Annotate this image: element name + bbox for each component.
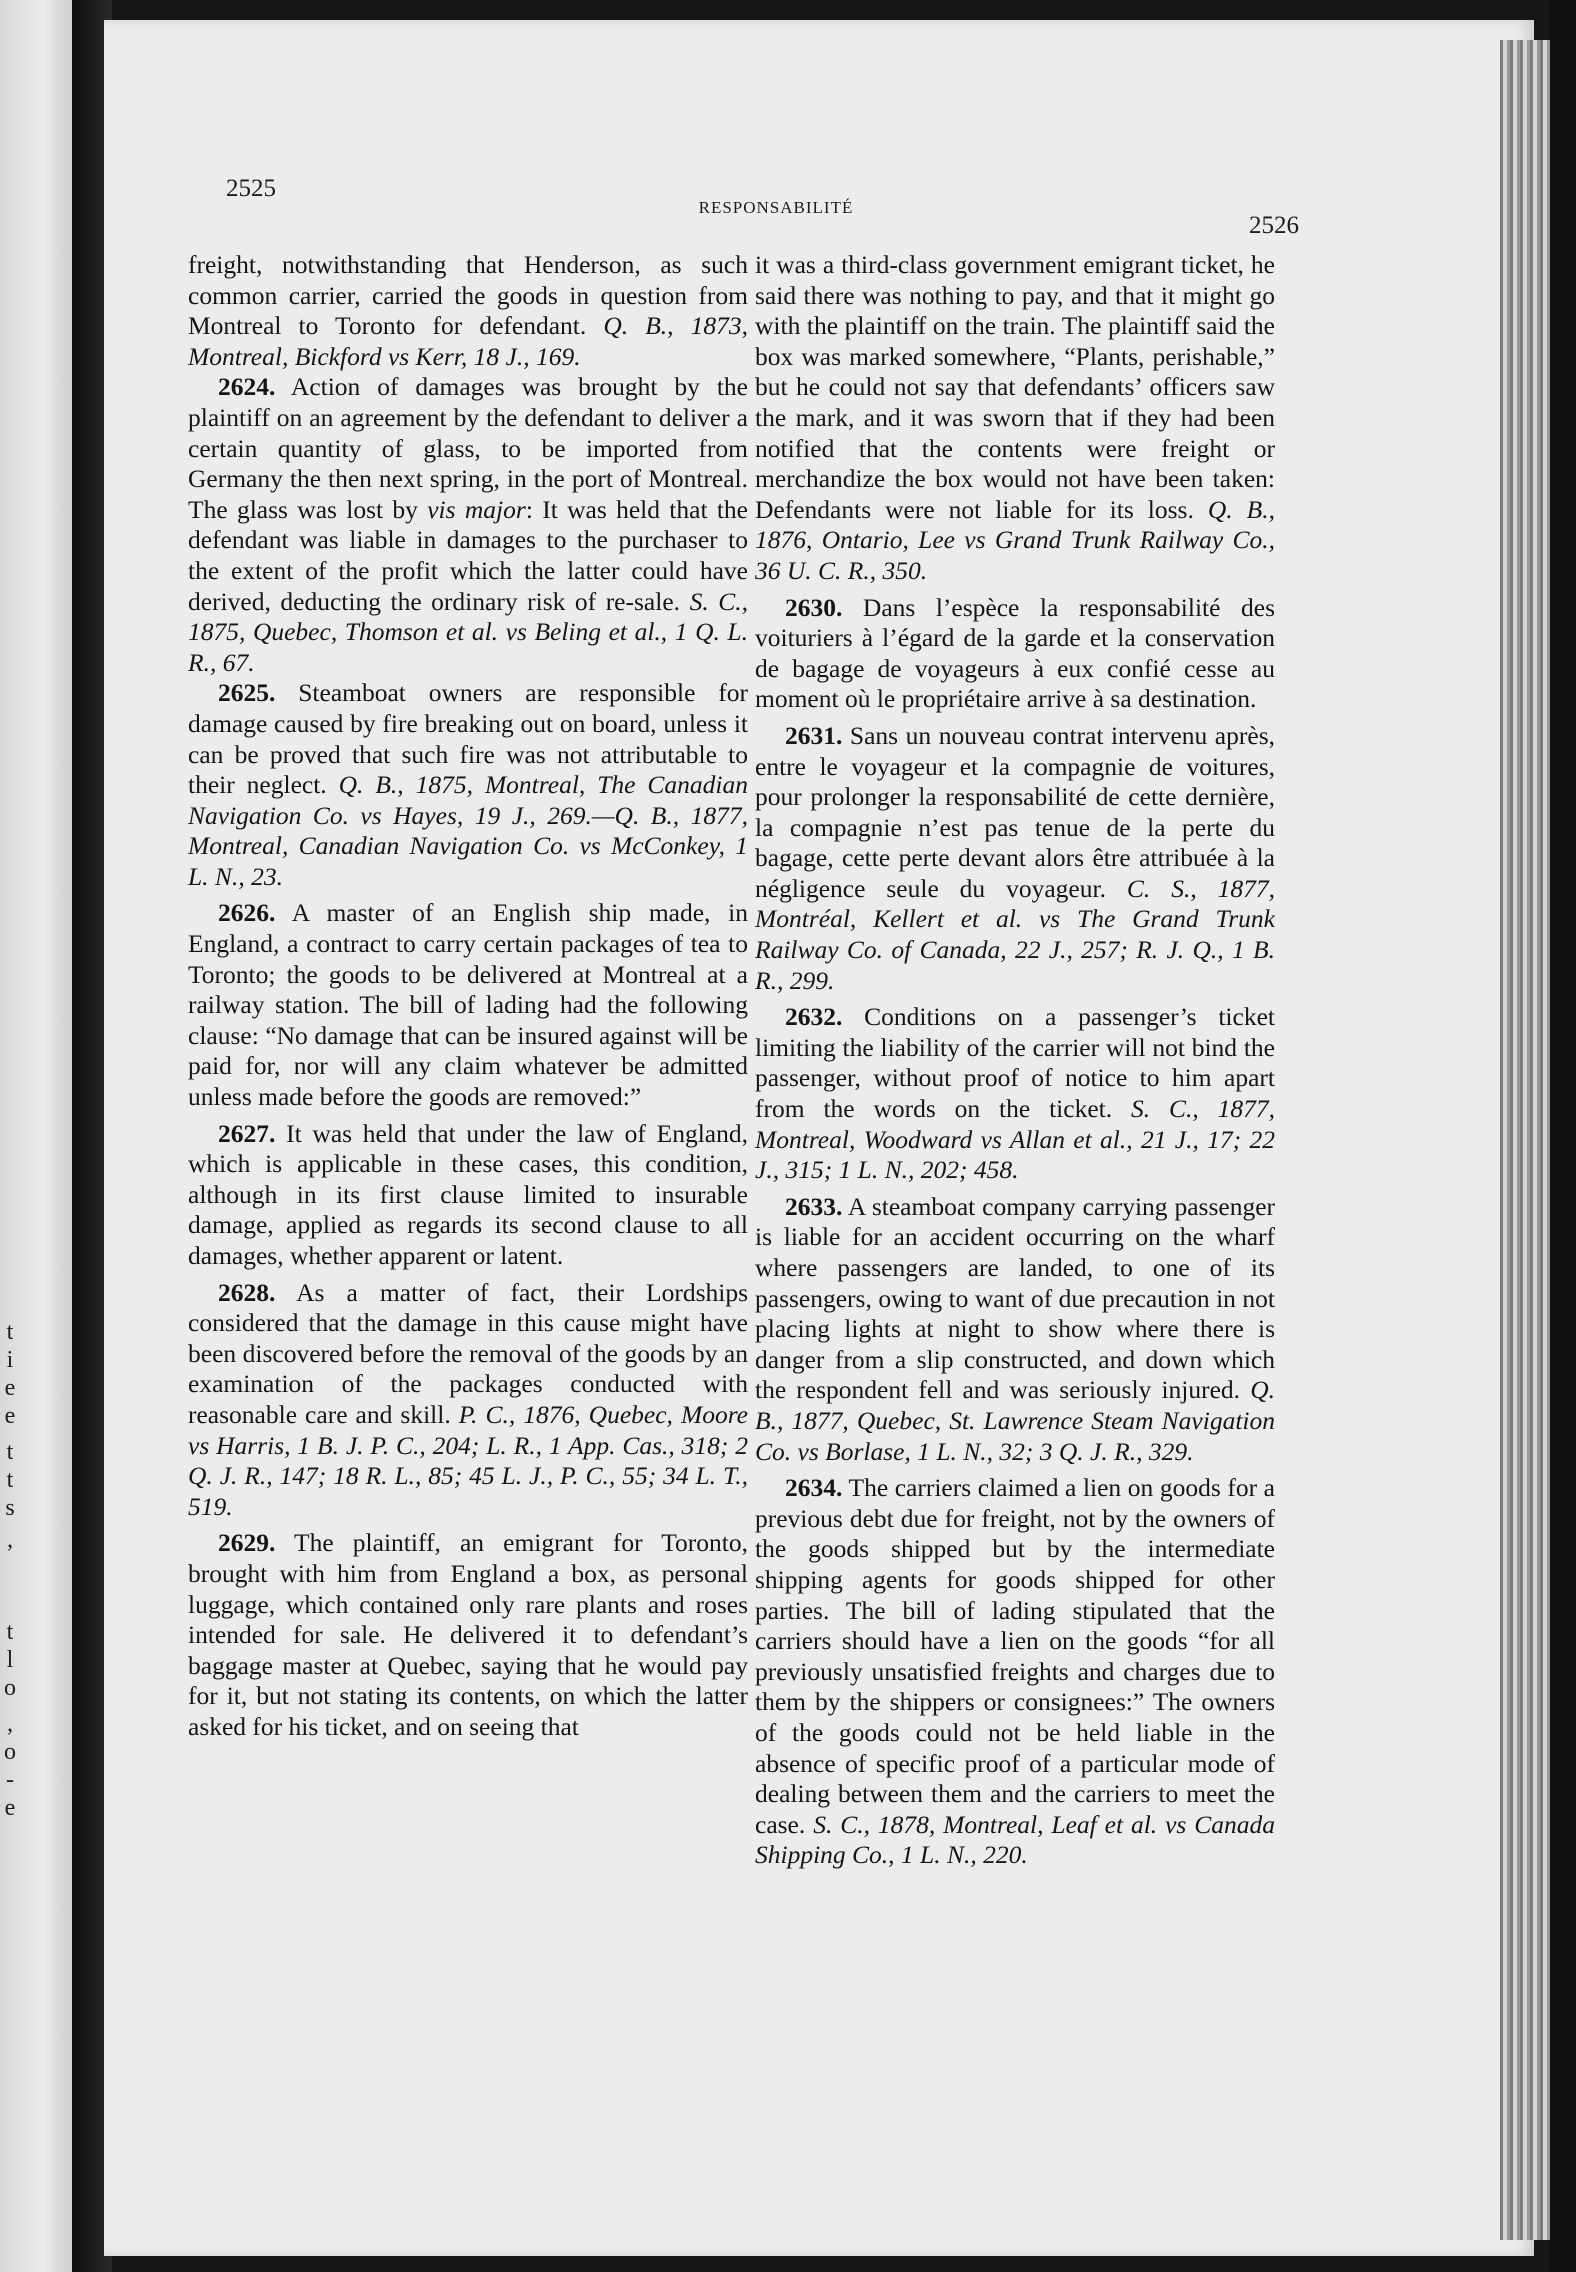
left-page-edge-letter: t <box>6 1319 14 1345</box>
entry-text: Dans l’espèce la responsabilité des voituriers à l’égard de la garde et la conservation de bagage de voyageurs à eux confié cesse au moment où le propriétaire arrive à sa destination. <box>755 592 1275 714</box>
entry-2625 <box>188 678 748 892</box>
entry-2633 <box>755 1192 1275 1467</box>
entry-2627 <box>188 1119 748 1272</box>
left-page-edge-letter: o <box>4 1739 16 1765</box>
scan-background-right <box>1550 0 1576 2272</box>
left-page-edge-letter: o <box>4 1675 16 1701</box>
citation: Q. B., 1875, Montreal, The Canadian Navigation Co. vs Hayes, 19 J., 269.—Q. B., 1877, Montreal, Canadian Navigation Co. vs McConkey, 1 L. N., 23. <box>188 770 749 891</box>
entry-number: 2627. <box>218 1118 276 1148</box>
running-title: RESPONSABILITÉ <box>698 198 854 217</box>
entry-italic-term: vis major <box>427 494 526 524</box>
entry-number: 2629. <box>218 1528 276 1558</box>
continuation-paragraph <box>188 250 748 372</box>
citation: Q. B., 1877, Quebec, St. Lawrence Steam Navigation Co. vs Borlase, 1 L. N., 32; 3 Q. J. R., 329. <box>755 1375 1275 1466</box>
entry-2626 <box>188 898 748 1112</box>
entry-text: Steamboat owners are responsible for damage caused by fire breaking out on board, unless it can be proved that such fire was not attributable to their neglect. <box>188 678 749 800</box>
entry-2628 <box>188 1278 748 1523</box>
left-page-edge-letter: i <box>6 1347 14 1373</box>
left-page-edge-letter: t <box>6 1439 14 1465</box>
entry-2631 <box>755 721 1275 996</box>
left-page-edge <box>0 0 72 2272</box>
entry-number: 2625. <box>218 678 276 708</box>
entry-text: As a matter of fact, their Lordships considered that the damage in this cause might have been discovered before the removal of the goods by an examination of the packages conducted with reasonable care and skill. <box>188 1277 749 1429</box>
entry-text: It was held that under the law of England, which is applicable in these cases, this condition, although in its first clause limited to insurable damage, applied as regards its second clause to all damages, whether apparent or latent. <box>188 1118 748 1270</box>
entry-2632 <box>755 1002 1275 1186</box>
entry-number: 2630. <box>785 592 843 622</box>
entry-2630 <box>755 593 1275 715</box>
entry-2624 <box>188 372 748 678</box>
citation: S. C., 1877, Montreal, Woodward vs Allan et al., 21 J., 17; 22 J., 315; 1 L. N., 202; 458. <box>755 1094 1275 1185</box>
left-page-edge-letter: t <box>6 1467 14 1493</box>
entry-text-continued: : It was held that the defendant was liable in damages to the purchaser to the extent of the profit which the latter could have derived, deducting the ordinary risk of re-sale. <box>188 494 749 616</box>
left-page-edge-letters <box>0 0 72 2272</box>
entry-text: Action of damages was brought by the plaintiff on an agreement by the defendant to deliver a certain quantity of glass, to be imported from Germany the then next spring, in the port of Montreal. The glass was lost by <box>188 372 748 524</box>
entry-text: Conditions on a passenger’s ticket limiting the liability of the carrier will not bind the passenger, without proof of notice to him apart from the words on the ticket. <box>755 1002 1275 1124</box>
citation: Q. B., 1873, Montreal, Bickford vs Kerr, 18 J., 169. <box>188 311 749 371</box>
entry-number: 2633. <box>785 1191 843 1221</box>
left-page-edge-letter: - <box>6 1767 14 1793</box>
page-number-right: 2526 <box>1249 212 1299 239</box>
entry-2629 <box>188 1528 748 1742</box>
citation: S. C., 1875, Quebec, Thomson et al. vs Beling et al., 1 Q. L. R., 67. <box>188 586 748 677</box>
left-text-column <box>188 250 748 1749</box>
entry-number: 2624. <box>218 372 276 402</box>
left-page-edge-letter: , <box>7 1527 13 1553</box>
page-stack-edges <box>1500 40 1550 2240</box>
entry-text: The plaintiff, an emigrant for Toronto, brought with him from England a box, as personal luggage, which contained only rare plants and roses intended for sale. He delivered it to defendant’s baggage master at Quebec, saying that he would pay for it, but not stating its contents, on which the latter asked for his ticket, and on seeing that <box>188 1528 748 1741</box>
entry-number: 2631. <box>785 720 843 750</box>
continuation-paragraph <box>755 250 1275 587</box>
entry-number: 2628. <box>218 1277 276 1307</box>
entry-number: 2634. <box>785 1473 843 1503</box>
left-page-edge-letter: , <box>7 1711 13 1737</box>
entry-number: 2626. <box>218 898 276 928</box>
entry-text: A master of an English ship made, in England, a contract to carry certain packages of tea to Toronto; the goods to be delivered at Montreal at a railway station. The bill of lading had the following clause: “No damage that can be insured against will be paid for, nor will any claim whatever be admitted unless made before the goods are removed:” <box>188 898 748 1112</box>
citation: S. C., 1878, Montreal, Leaf et al. vs Canada Shipping Co., 1 L. N., 220. <box>755 1809 1276 1870</box>
left-page-edge-letter: s <box>5 1495 15 1521</box>
entry-text: The carriers claimed a lien on goods for a previous debt due for freight, not by the owners of the goods shipped but by the intermediate shipping agents for goods shipped for other parties. The bill of lading stipulated that the carriers should have a lien on the goods “for all previously unsatisfied freights and charges due to them by the shippers or consignees:” The owners of the goods could not be held liable in the absence of specific proof of a particular mode of dealing between them and the carriers to meet the case. <box>755 1473 1275 1839</box>
left-page-edge-letter: e <box>4 1795 16 1821</box>
page-number-left: 2525 <box>226 175 276 202</box>
paragraph-text: freight, notwithstanding that Henderson, as such common carrier, carried the goods in question from Montreal to Toronto for defendant. <box>188 250 748 341</box>
right-text-column <box>755 250 1275 1877</box>
entry-number: 2632. <box>785 1002 843 1032</box>
citation: P. C., 1876, Quebec, Moore vs Harris, 1 B. J. P. C., 204; L. R., 1 App. Cas., 318; 2 Q. J. R., 147; 18 R. L., 85; 45 L. J., P. C., 55; 34 L. T., 519. <box>188 1399 749 1521</box>
citation: C. S., 1877, Montréal, Kellert et al. vs The Grand Trunk Railway Co. of Canada, 22 J., 257; R. J. Q., 1 B. R., 299. <box>755 873 1276 995</box>
entry-text: A steamboat company carrying passenger is liable for an accident occurring on the wharf where passengers are landed, to one of its passengers, owing to want of due precaution in not placing lights at night to show where there is danger from a slip constructed, and down which the respondent fell and was seriously injured. <box>755 1191 1276 1405</box>
left-page-edge-letter: e <box>4 1375 16 1401</box>
left-page-edge-letter: l <box>6 1647 14 1673</box>
entry-text: Sans un nouveau contrat intervenu après, entre le voyageur et la compagnie de voitures, pour prolonger la responsabilité de cette dernière, la compagnie n’est pas tenue de la perte du bagage, cette perte devant alors être attribuée à la négligence seule du voyageur. <box>755 720 1275 903</box>
paragraph-text: it was a third-class government emigrant ticket, he said there was nothing to pay, and that it might go with the plaintiff on the train. The plaintiff said the box was marked somewhere, “Plants, perishable,” but he could not say that defendants’ officers saw the mark, and it was sworn that if they had been notified that the contents were freight or merchandize the box would not have been taken: Defendants were not liable for its loss. <box>755 250 1275 524</box>
entry-2634 <box>755 1473 1275 1871</box>
citation: Q. B., 1876, Ontario, Lee vs Grand Trunk Railway Co., 36 U. C. R., 350. <box>755 494 1275 585</box>
left-page-edge-letter: t <box>6 1619 14 1645</box>
left-page-edge-letter: e <box>4 1403 16 1429</box>
